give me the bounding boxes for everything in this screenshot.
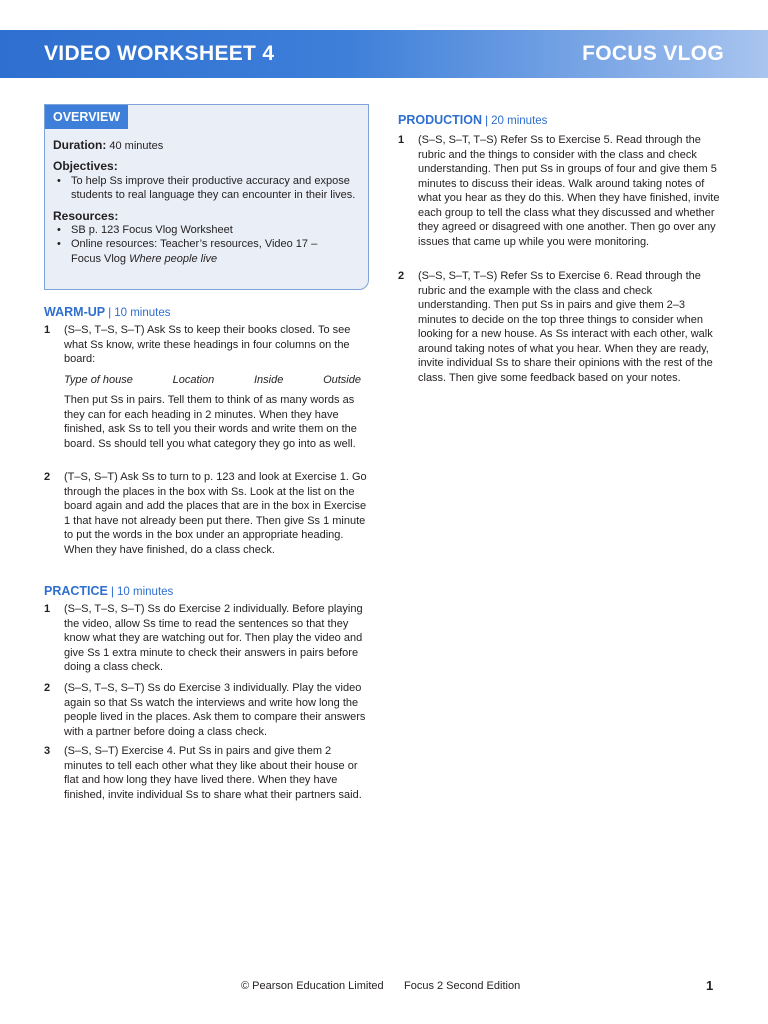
warmup-item-1 <box>44 323 369 451</box>
page-number: 1 <box>706 978 714 993</box>
overview-body <box>53 138 360 266</box>
item-text: (S–S, T–S, S–T) Ss do Exercise 3 individually. Play the video again so that Ss watch the interviews and write how long the people lived in the places. Ask them to compare their answers with a partner before doing a class check. <box>64 682 366 738</box>
item-number: 1 <box>44 603 51 615</box>
resources-list <box>53 223 360 266</box>
heading-type-of-house: Type of house <box>64 373 133 386</box>
resources-label: Resources: <box>53 208 119 223</box>
overview-tab: OVERVIEW <box>45 105 128 129</box>
copyright-text: © Pearson Education Limited <box>241 980 384 992</box>
objectives-label: Objectives: <box>53 159 118 174</box>
item-text: (S–S, S–T, T–S) Refer Ss to Exercise 6. Read through the rubric and the example with the class and check understanding. Then put Ss in pairs and give them 2–3 minutes to decide on the top three things to consider when looking for a new house. As Ss interact with each other, walk around taking notes of what you hear. When they are ready, invite individual Ss to share their opinions with the rest of the class. Then give some feedback based on your notes. <box>418 270 713 384</box>
section-name: PRACTICE <box>44 584 108 598</box>
duration-row <box>53 138 360 153</box>
item-number: 2 <box>398 270 405 282</box>
overview-box <box>44 104 369 290</box>
item-number: 3 <box>44 745 51 757</box>
item-number: 1 <box>44 324 51 336</box>
item-text: (S–S, T–S, S–T) Ss do Exercise 2 individually. Before playing the video, allow Ss time to read the sentences so that they know what they are watching out for. Then play the video and give Ss 1 extra minute to check their answers in pairs before doing a class check. <box>64 603 363 673</box>
section-separator: | <box>485 113 489 127</box>
resource-text: Online resources: Teacher’s resources, Video 17 – <box>71 238 318 251</box>
resource-video-title: Where people live <box>129 252 218 265</box>
resource-item: • SB p. 123 Focus Vlog Worksheet <box>53 223 360 237</box>
brand-title: FOCUS VLOG <box>582 42 724 65</box>
item-text: (T–S, S–T) Ask Ss to turn to p. 123 and look at Exercise 1. Go through the places in the box with Ss. Look at the list on the board again and add the places that are in the box in Exercise 1 that have not already been put there. Then give Ss 1 minute to put the words in the box under an appropriate heading. When they have finished, do a class check. <box>64 471 367 556</box>
heading-inside: Inside <box>253 373 284 386</box>
section-duration: 10 minutes <box>117 586 174 598</box>
item-text: (S–S, S–T, T–S) Refer Ss to Exercise 5. Read through the rubric and the things to consider with the class and check understanding. Then put Ss in groups of four and give them 5 minutes to discuss their ideas. Walk around taking notes of what you hear as they do this. When they have finished, invite each group to tell the class what they discussed and whether they agreed or disagreed with one another. Then go over any issues that came up while you were monitoring. <box>418 134 720 248</box>
section-name: WARM-UP <box>44 305 106 319</box>
production-item-2 <box>398 269 726 385</box>
resource-text: Focus Vlog <box>71 252 130 265</box>
duration-label: Duration: <box>53 138 107 152</box>
item-number: 1 <box>398 134 405 146</box>
item-text: (S–S, T–S, S–T) Ask Ss to keep their books closed. To see what Ss know, write these headings in four columns on the board: <box>64 324 351 365</box>
section-name: PRODUCTION <box>398 113 483 127</box>
item-number: 2 <box>44 471 51 483</box>
warmup-item-2 <box>44 470 369 557</box>
practice-heading <box>44 584 173 598</box>
resource-item <box>53 237 360 266</box>
heading-location: Location <box>172 373 215 386</box>
production-item-1 <box>398 133 726 249</box>
warmup-heading <box>44 305 171 319</box>
practice-item-1 <box>44 602 369 675</box>
practice-item-2 <box>44 681 369 739</box>
worksheet-title: VIDEO WORKSHEET 4 <box>44 42 275 65</box>
heading-outside: Outside <box>323 373 361 386</box>
item-number: 2 <box>44 682 51 694</box>
objectives-list <box>53 174 360 203</box>
board-headings <box>64 373 369 388</box>
production-heading <box>398 113 547 127</box>
duration-value: 40 minutes <box>109 140 164 152</box>
objective-item: • To help Ss improve their productive accuracy and expose students to real language they can encounter in their lives. <box>53 174 360 203</box>
item-text: (S–S, S–T) Exercise 4. Put Ss in pairs and give them 2 minutes to tell each other what they like about their house or flat and how long they have lived there. When they have finished, invite individual Ss to share what their partners said. <box>64 745 362 801</box>
section-duration: 10 minutes <box>114 307 171 319</box>
section-separator: | <box>108 305 112 319</box>
item-text-continued: Then put Ss in pairs. Tell them to think of as many words as they can for each heading in 2 minutes. When they have finished, ask Ss to tell you their words and write them on the board. Ss should tell you what category they go into as well. <box>64 394 357 450</box>
header-banner <box>0 30 768 78</box>
edition-text: Focus 2 Second Edition <box>404 980 521 992</box>
section-duration: 20 minutes <box>491 115 548 127</box>
section-separator: | <box>110 584 115 598</box>
practice-item-3 <box>44 744 369 802</box>
